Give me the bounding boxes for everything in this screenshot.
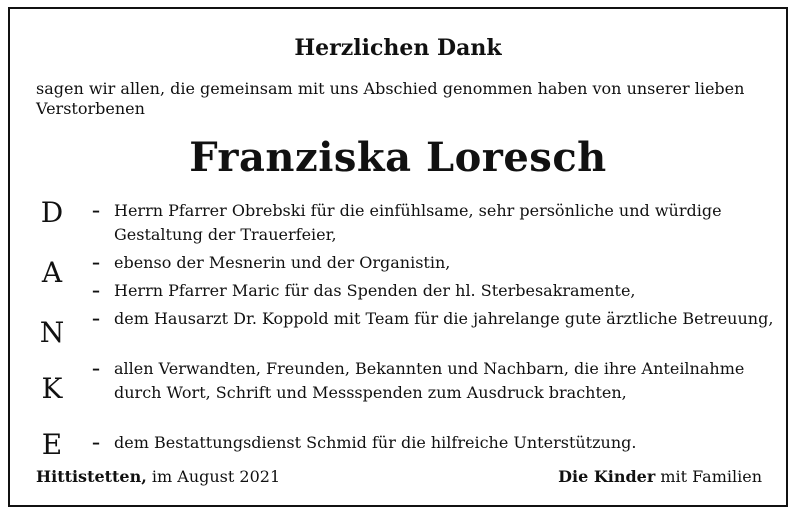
letter-n: N xyxy=(39,316,65,349)
letter-d: D xyxy=(40,196,64,229)
letter-k: K xyxy=(41,372,63,405)
list-item-text: ebenso der Mesnerin und der Organistin, xyxy=(114,253,451,272)
list-item-text: Herrn Pfarrer Obrebski für die einfühlsame, sehr persönliche und würdige Gestaltung der Trauerfeier, xyxy=(114,201,722,244)
list-item xyxy=(92,251,782,275)
letter-a: A xyxy=(41,256,63,289)
dash-mark: – xyxy=(92,433,100,452)
list-item-text: Herrn Pfarrer Maric für das Spenden der hl. Sterbesakramente, xyxy=(114,281,636,300)
dash-mark: – xyxy=(92,359,100,378)
list-item xyxy=(92,357,782,405)
letter-e: E xyxy=(41,428,63,461)
dash-mark: – xyxy=(92,201,100,220)
footer xyxy=(36,467,762,486)
heading: Herzlichen Dank xyxy=(294,35,502,61)
list-item-text: allen Verwandten, Freunden, Bekannten und Nachbarn, die ihre Anteilnahme durch Wort, Schrift und Messspenden zum Ausdruck brachten, xyxy=(114,359,745,402)
place: Hittistetten, xyxy=(36,467,147,486)
dash-mark: – xyxy=(92,309,100,328)
signature xyxy=(558,467,762,486)
list-item xyxy=(92,307,782,331)
signature-rest: mit Familien xyxy=(660,467,762,486)
list-item xyxy=(92,199,782,247)
obituary-card xyxy=(8,7,788,507)
list-item xyxy=(92,431,782,455)
deceased-name: Franziska Loresch xyxy=(189,134,607,181)
list-item-text: dem Bestattungsdienst Schmid für die hilfreiche Unterstützung. xyxy=(114,433,637,452)
list-item-text: dem Hausarzt Dr. Koppold mit Team für die jahrelange gute ärztliche Betreuung, xyxy=(114,309,774,328)
dash-mark: – xyxy=(92,281,100,300)
date: im August 2021 xyxy=(151,467,281,486)
list-item xyxy=(92,279,782,303)
dash-mark: – xyxy=(92,253,100,272)
signature-name: Die Kinder xyxy=(558,467,656,486)
intro-text: sagen wir allen, die gemeinsam mit uns Abschied genommen haben von unserer lieben Verstorbenen xyxy=(36,79,745,118)
place-date xyxy=(36,467,280,486)
